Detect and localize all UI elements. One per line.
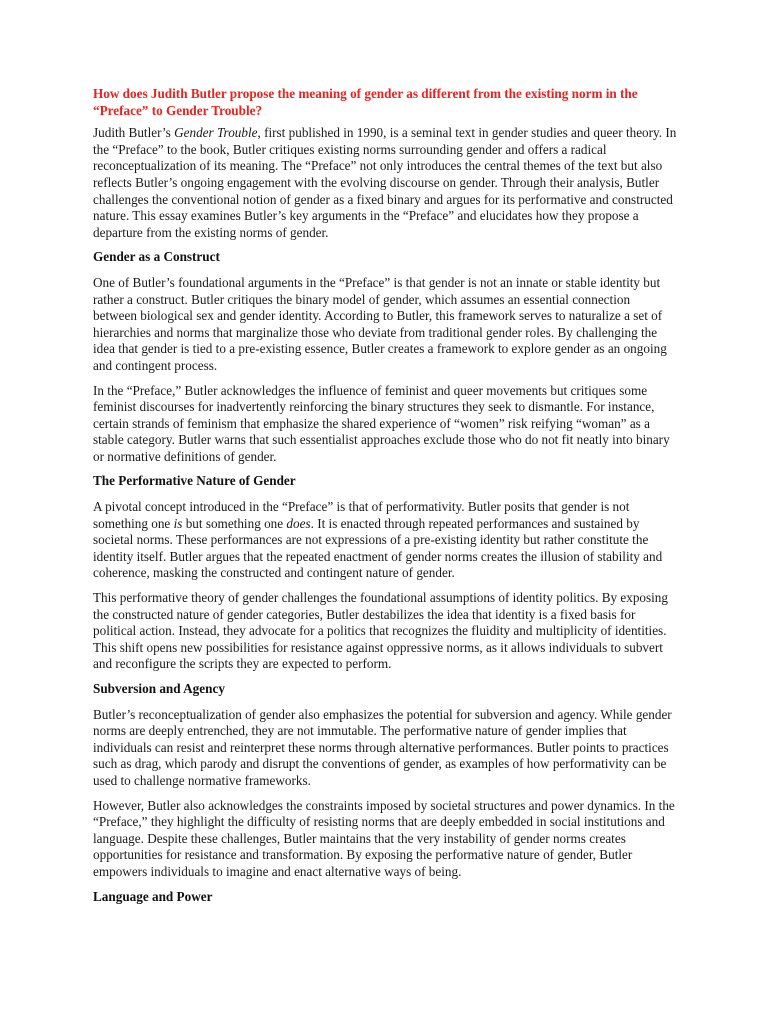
emphasis-is: is (173, 515, 183, 531)
paragraph-performativity (93, 499, 677, 582)
book-title: Gender Trouble (174, 125, 258, 141)
text-run: . It is enacted through repeated performances and sustained by societal norms. These performances are not expressions of a pre-existing identity but rather constitute the identity itself. Butler argues that the repeated enactment of gender norms creates the illusion of stability and coherence, masking the constructed and contingent nature of gender. (93, 515, 663, 581)
paragraph: This performative theory of gender challenges the foundational assumptions of identity politics. By exposing the constructed nature of gender categories, Butler destabilizes the idea that identity is a fixed basis for political action. Instead, they advocate for a politics that recognizes the fluidity and multiplicity of identities. This shift opens new possibilities for resistance against oppressive norms, as it allows individuals to subvert and reconfigure the scripts they are expected to perform. (93, 590, 668, 672)
paragraph: Butler’s reconceptualization of gender also emphasizes the potential for subversion and agency. While gender norms are deeply entrenched, they are not immutable. The performative nature of gender implies that individuals can resist and reinterpret these norms through alternative performances. Butler points to practices such as drag, which parody and disrupt the conventions of gender, as examples of how performativity can be used to challenge normative frameworks. (93, 706, 672, 788)
text-run: but something one (182, 515, 287, 531)
document-title: How does Judith Butler propose the meaning of gender as different from the existing norm in the “Preface” to Gender Trouble? (93, 86, 638, 118)
paragraph: One of Butler’s foundational arguments in the “Preface” is that gender is not an innate or stable identity but rather a construct. Butler critiques the binary model of gender, which assumes an essential connection between biological sex and gender identity. According to Butler, this framework serves to naturalize a set of hierarchies and norms that marginalize those who deviate from traditional gender roles. By challenging the idea that gender is tied to a pre-existing essence, Butler creates a framework to explore gender as an ongoing and contingent process. (93, 274, 667, 373)
text-run: A pivotal concept introduced in the “Preface” is that of performativity. Butler posits that gender is not something one (93, 499, 630, 531)
section-heading-gender-construct: Gender as a Construct (93, 249, 220, 265)
section-heading-language-power: Language and Power (93, 888, 213, 904)
paragraph: However, Butler also acknowledges the constraints imposed by societal structures and power dynamics. In the “Preface,” they highlight the difficulty of resisting norms that are deeply embedded in social institutions and language. Despite these challenges, Butler maintains that the very instability of gender norms creates opportunities for resistance and transformation. By exposing the performative nature of gender, Butler empowers individuals to imagine and enact alternative ways of being. (93, 797, 675, 879)
section-heading-performative-nature: The Performative Nature of Gender (93, 473, 296, 489)
section-heading-subversion-agency: Subversion and Agency (93, 681, 225, 696)
intro-text-start: Judith Butler’s (93, 125, 175, 141)
intro-paragraph (93, 125, 677, 241)
emphasis-does: does (286, 515, 311, 531)
document-page (93, 86, 677, 914)
intro-text-rest: , first published in 1990, is a seminal text in gender studies and queer theory. In the “Preface” to the book, Butler critiques existing norms surrounding gender and offers a radical reconceptualization of its meaning. The “Preface” not only introduces the central themes of the text but also reflects Butler’s ongoing engagement with the evolving discourse on gender. Through their analysis, Butler challenges the conventional notion of gender as a fixed binary and argues for its performative and constructed nature. This essay examines Butler’s key arguments in the “Preface” and elucidates how they propose a departure from the existing norms of gender. (93, 125, 677, 240)
paragraph: In the “Preface,” Butler acknowledges the influence of feminist and queer movements but critiques some feminist discourses for inadvertently reinforcing the binary structures they seek to dismantle. For instance, certain strands of feminism that emphasize the shared experience of “women” risk reifying “woman” as a stable category. Butler warns that such essentialist approaches exclude those who do not fit neatly into binary or normative definitions of gender. (93, 382, 670, 464)
